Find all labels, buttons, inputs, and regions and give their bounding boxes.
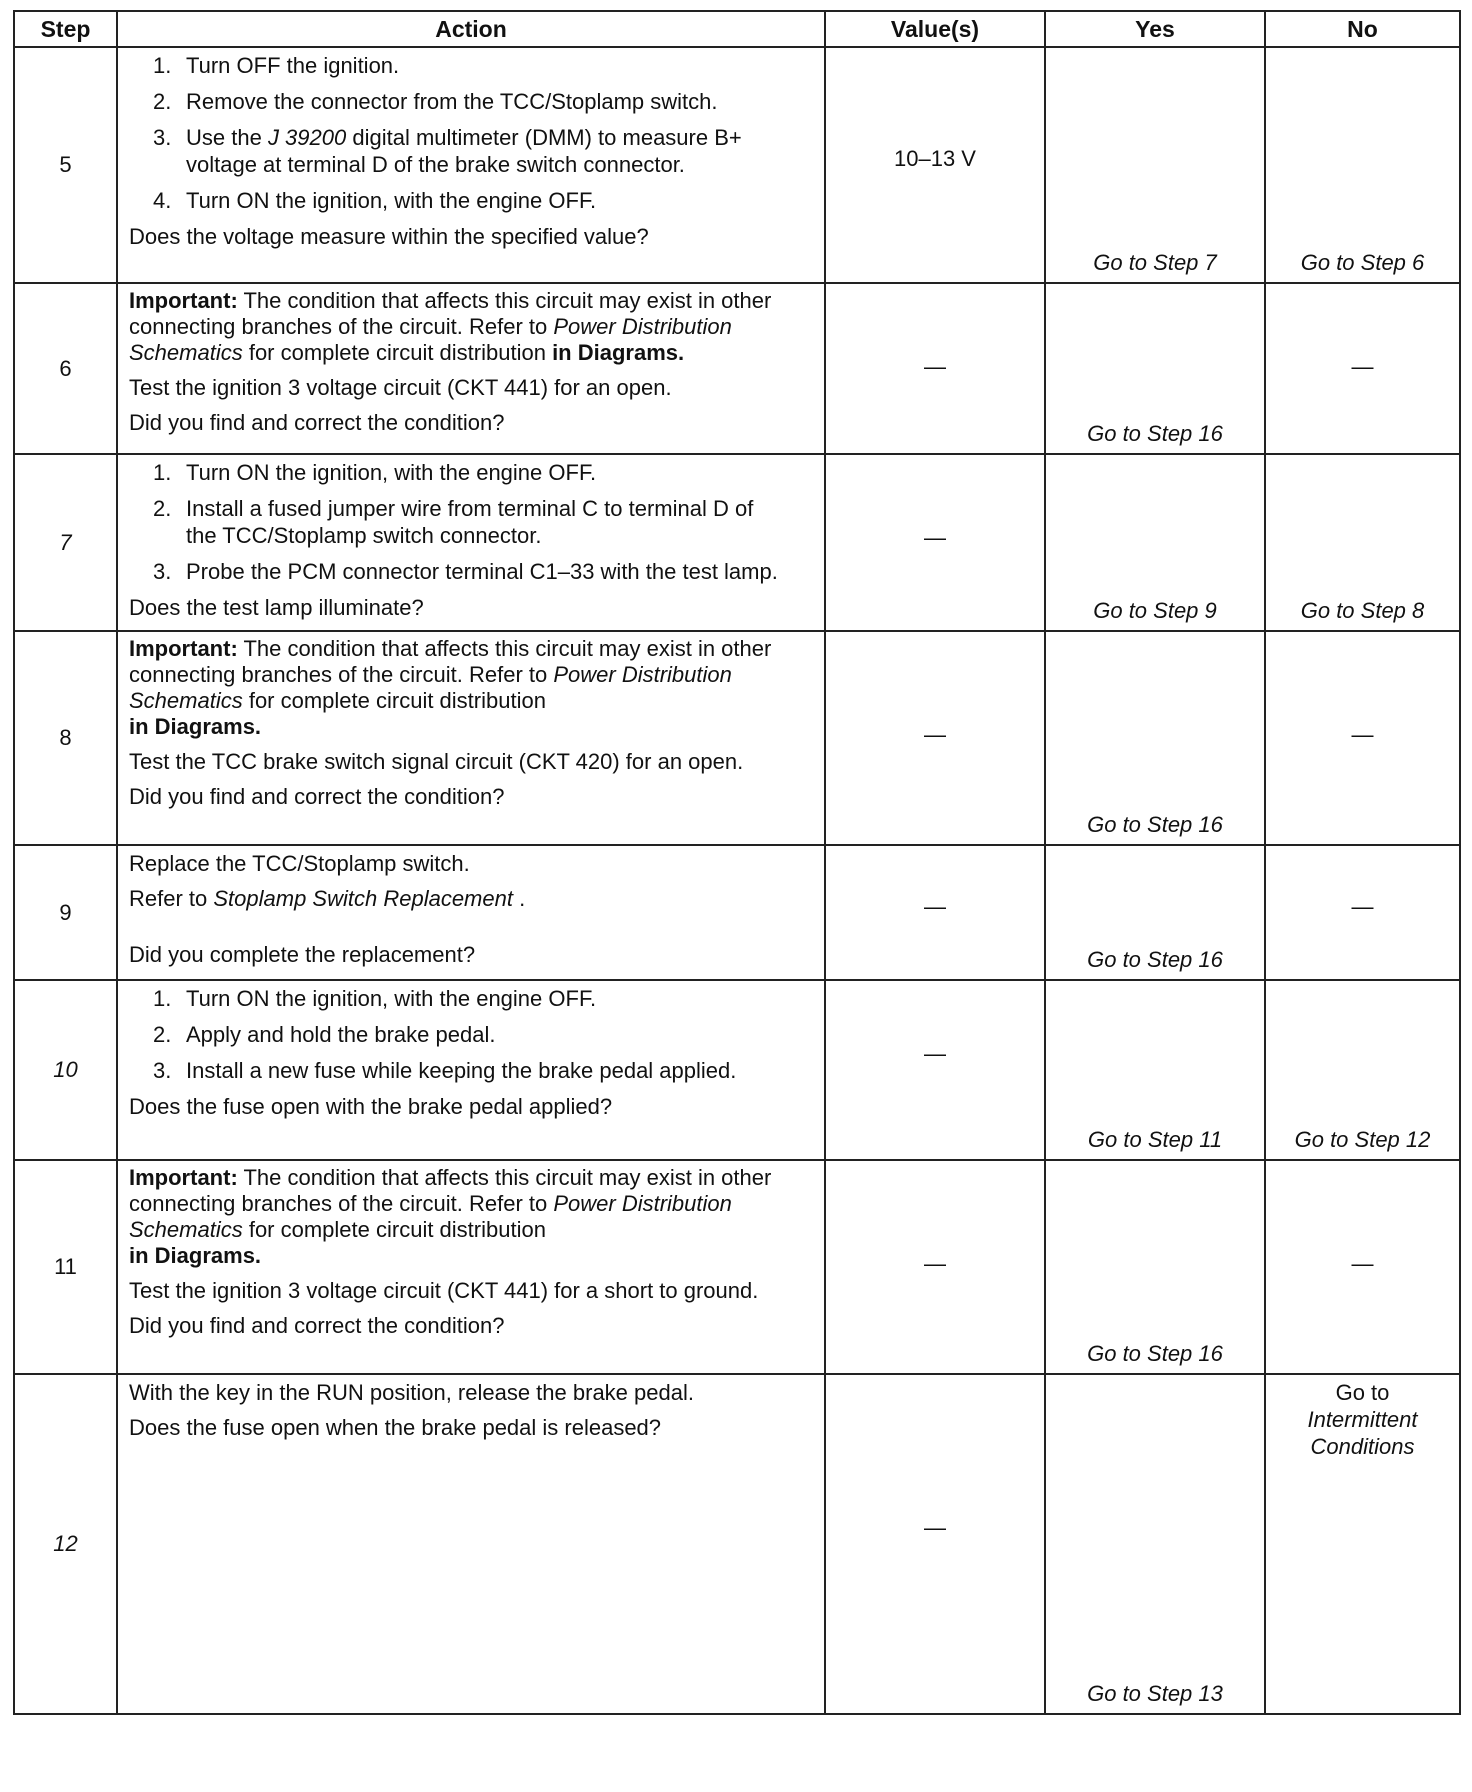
list-item: 2. Remove the connector from the TCC/Stoplamp switch. bbox=[153, 89, 718, 114]
header-yes: Yes bbox=[1045, 11, 1265, 47]
list-item: 3. Install a new fuse while keeping the brake pedal applied. bbox=[153, 1058, 737, 1083]
important-note: Important: The condition that affects this circuit may exist in other connecting branches of the circuit. Refer to Power Distribution Schematics for complete circuit distribution in Diagrams. bbox=[129, 288, 772, 365]
step-number: 7 bbox=[14, 454, 117, 631]
list-item: 1. Turn ON the ignition, with the engine OFF. bbox=[153, 986, 597, 1011]
important-note: Important: The condition that affects this circuit may exist in other connecting branches of the circuit. Refer to Power Distribution Schematics for complete circuit distribution in Diagrams. bbox=[129, 1165, 772, 1268]
value-cell: — bbox=[825, 283, 1045, 454]
header-no: No bbox=[1265, 11, 1460, 47]
yes-cell: Go to Step 11 bbox=[1045, 980, 1265, 1160]
list-item: 4. Turn ON the ignition, with the engine OFF. bbox=[153, 188, 597, 213]
no-cell: Go to Step 12 bbox=[1265, 980, 1460, 1160]
list-item: 3. Use the J 39200 digital multimeter (DMM) to measure B+ voltage at terminal D of the brake switch connector. bbox=[153, 125, 742, 177]
action-reference: Refer to Stoplamp Switch Replacement . bbox=[129, 886, 526, 911]
table-row bbox=[14, 1374, 1460, 1714]
list-item: 2. Install a fused jumper wire from terminal C to terminal D of the TCC/Stoplamp switch connector. bbox=[153, 496, 754, 548]
action-question: Does the fuse open with the brake pedal applied? bbox=[129, 1094, 613, 1119]
list-item: 2. Apply and hold the brake pedal. bbox=[153, 1022, 496, 1047]
action-test: Test the TCC brake switch signal circuit (CKT 420) for an open. bbox=[129, 749, 744, 774]
step-number: 9 bbox=[14, 845, 117, 980]
yes-cell: Go to Step 16 bbox=[1045, 845, 1265, 980]
value-cell: 10–13 V bbox=[825, 47, 1045, 283]
table-row bbox=[14, 631, 1460, 845]
value-cell: — bbox=[825, 631, 1045, 845]
value-cell: — bbox=[825, 845, 1045, 980]
list-item: 3. Probe the PCM connector terminal C1–33 with the test lamp. bbox=[153, 559, 778, 584]
action-question: Did you complete the replacement? bbox=[129, 942, 476, 967]
step-number: 5 bbox=[14, 47, 117, 283]
header-row bbox=[14, 11, 1460, 47]
action-cell bbox=[117, 1160, 825, 1374]
no-cell: Go to Step 6 bbox=[1265, 47, 1460, 283]
tool-name: J 39200 bbox=[267, 125, 347, 150]
yes-cell: Go to Step 16 bbox=[1045, 631, 1265, 845]
header-step: Step bbox=[14, 11, 117, 47]
diagnostic-table bbox=[13, 10, 1461, 1715]
yes-cell: Go to Step 13 bbox=[1045, 1374, 1265, 1714]
no-cell: — bbox=[1265, 283, 1460, 454]
action-cell bbox=[117, 845, 825, 980]
table-row bbox=[14, 980, 1460, 1160]
no-cell: — bbox=[1265, 845, 1460, 980]
intermittent-conditions-link: Intermittent Conditions bbox=[1307, 1407, 1418, 1459]
action-question: Did you find and correct the condition? bbox=[129, 410, 505, 435]
header-action: Action bbox=[117, 11, 825, 47]
action-question: Does the voltage measure within the specified value? bbox=[129, 224, 649, 249]
table-row bbox=[14, 845, 1460, 980]
table-row bbox=[14, 454, 1460, 631]
table-row bbox=[14, 1160, 1460, 1374]
action-cell bbox=[117, 283, 825, 454]
value-cell: — bbox=[825, 980, 1045, 1160]
action-line: With the key in the RUN position, release the brake pedal. bbox=[129, 1380, 694, 1405]
action-test: Test the ignition 3 voltage circuit (CKT 441) for an open. bbox=[129, 375, 672, 400]
action-question: Did you find and correct the condition? bbox=[129, 1313, 505, 1338]
action-question: Does the fuse open when the brake pedal is released? bbox=[129, 1415, 662, 1440]
action-test: Test the ignition 3 voltage circuit (CKT 441) for a short to ground. bbox=[129, 1278, 759, 1303]
value-cell: — bbox=[825, 454, 1045, 631]
yes-cell: Go to Step 16 bbox=[1045, 1160, 1265, 1374]
list-item: 1. Turn ON the ignition, with the engine OFF. bbox=[153, 460, 597, 485]
action-line: Replace the TCC/Stoplamp switch. bbox=[129, 851, 470, 876]
no-cell: — bbox=[1265, 1160, 1460, 1374]
no-cell: — bbox=[1265, 631, 1460, 845]
table-row bbox=[14, 47, 1460, 283]
step-number: 10 bbox=[14, 980, 117, 1160]
yes-cell: Go to Step 9 bbox=[1045, 454, 1265, 631]
action-cell bbox=[117, 1374, 825, 1714]
header-values: Value(s) bbox=[825, 11, 1045, 47]
step-number: 11 bbox=[14, 1160, 117, 1374]
table-row bbox=[14, 283, 1460, 454]
action-question: Did you find and correct the condition? bbox=[129, 784, 505, 809]
no-cell: Go to Step 8 bbox=[1265, 454, 1460, 631]
value-cell: — bbox=[825, 1374, 1045, 1714]
step-number: 6 bbox=[14, 283, 117, 454]
step-number: 12 bbox=[14, 1374, 117, 1714]
list-item: 1. Turn OFF the ignition. bbox=[153, 53, 400, 78]
action-cell bbox=[117, 631, 825, 845]
value-cell: — bbox=[825, 1160, 1045, 1374]
action-cell bbox=[117, 454, 825, 631]
yes-cell: Go to Step 7 bbox=[1045, 47, 1265, 283]
action-cell bbox=[117, 47, 825, 283]
yes-cell: Go to Step 16 bbox=[1045, 283, 1265, 454]
step-number: 8 bbox=[14, 631, 117, 845]
action-cell bbox=[117, 980, 825, 1160]
no-cell: Go to Intermittent Conditions bbox=[1265, 1374, 1460, 1714]
important-note: Important: The condition that affects this circuit may exist in other connecting branches of the circuit. Refer to Power Distribution Schematics for complete circuit distribution in Diagrams. bbox=[129, 636, 772, 739]
action-question: Does the test lamp illuminate? bbox=[129, 595, 424, 620]
